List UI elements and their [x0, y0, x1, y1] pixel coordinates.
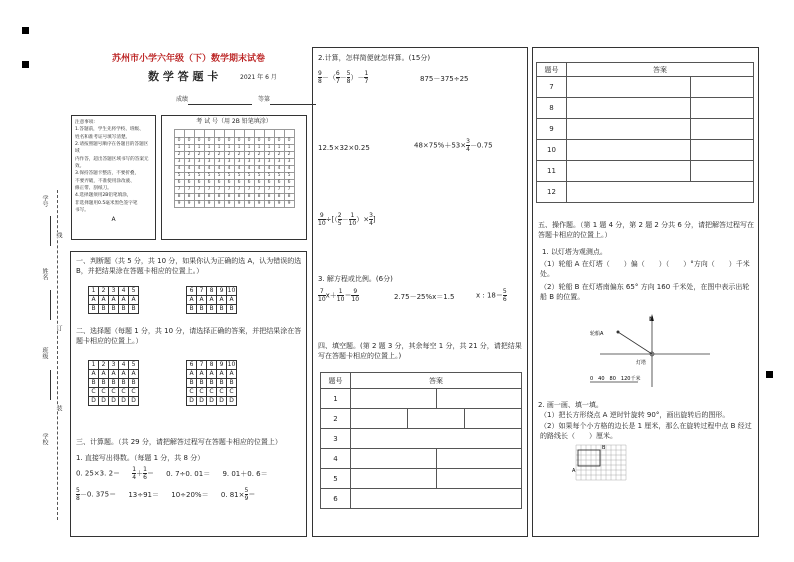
sample-mark: A	[111, 216, 116, 224]
answer-bubble[interactable]: D	[119, 397, 129, 406]
school-title: 苏州市小学六年级（下）数学期末试卷	[112, 54, 266, 64]
answer-bubble[interactable]: B	[207, 379, 217, 388]
exam-digit-cell[interactable]: 3	[244, 159, 254, 166]
exam-digit-cell[interactable]: 7	[234, 187, 244, 194]
section1-title: 一、判断题（共 5 分，共 10 分，如果你认为正确的选 A，认为错误的选 B，并把结果涂在答题卡相应的位置上。）	[76, 257, 302, 276]
exam-digit-cell[interactable]: 6	[254, 180, 264, 187]
equation-1: $\frac{7}{10}$ x＋ $\frac{1}{10}$ ＝ $\frac{9}{10}$	[318, 288, 360, 303]
question-number: 5	[129, 361, 139, 370]
op1-title: 1. 以灯塔为观测点。	[542, 248, 607, 256]
exam-digit-cell[interactable]: 7	[284, 187, 294, 194]
exam-digit-cell[interactable]: 6	[264, 180, 274, 187]
answer-row[interactable]	[537, 140, 754, 161]
answer-bubble[interactable]: D	[89, 397, 99, 406]
exam-digit-cell[interactable]: 1	[244, 145, 254, 152]
exam-digit-cell[interactable]: 4	[184, 166, 194, 173]
col-header-no: 题号	[321, 373, 351, 389]
ship-a-label: 轮船A	[590, 331, 604, 337]
answer-bubble[interactable]: C	[217, 388, 227, 397]
registration-mark	[22, 27, 29, 34]
answer-bubble[interactable]: B	[99, 305, 109, 314]
exam-digit-cell[interactable]: 6	[234, 180, 244, 187]
answer-bubble[interactable]: C	[187, 388, 197, 397]
exam-digit-cell[interactable]: 4	[204, 166, 214, 173]
answer-row[interactable]	[537, 98, 754, 119]
exam-digit-cell[interactable]: 2	[264, 152, 274, 159]
binding-char: 装	[55, 405, 62, 411]
question-number: 9	[217, 361, 227, 370]
answer-bubble[interactable]: A	[109, 370, 119, 379]
exam-digit-cell[interactable]: 7	[254, 187, 264, 194]
exam-digit-cell[interactable]: 9	[204, 201, 214, 208]
exam-digit-cell[interactable]: 0	[274, 138, 284, 145]
answer-bubble[interactable]: A	[119, 370, 129, 379]
exam-digit-cell[interactable]: 9	[264, 201, 274, 208]
exam-digit-cell[interactable]: 3	[234, 159, 244, 166]
exam-digit-cell[interactable]: 0	[264, 138, 274, 145]
exam-digit-cell[interactable]: 2	[244, 152, 254, 159]
question-number: 8	[207, 361, 217, 370]
exam-digit-cell[interactable]: 9	[284, 201, 294, 208]
exam-digit-cell[interactable]: 3	[284, 159, 294, 166]
row-number: 4	[321, 449, 351, 469]
exam-digit-cell[interactable]: 8	[194, 194, 204, 201]
exam-digit-cell[interactable]: 2	[214, 152, 224, 159]
question-number: 1	[89, 287, 99, 296]
exam-digit-cell[interactable]: 0	[284, 138, 294, 145]
exam-digit-cell[interactable]: 7	[174, 187, 184, 194]
exam-digit-cell[interactable]: 8	[274, 194, 284, 201]
exam-digit-cell[interactable]: 8	[254, 194, 264, 201]
exam-digit-cell[interactable]: 4	[224, 166, 234, 173]
answer-bubble[interactable]: B	[187, 379, 197, 388]
answer-bubble[interactable]: B	[119, 379, 129, 388]
question-number: 5	[129, 287, 139, 296]
judge-grid-left[interactable]	[88, 286, 139, 314]
exam-digit-cell[interactable]: 4	[254, 166, 264, 173]
question-number: 4	[119, 287, 129, 296]
exam-digit-cell[interactable]: 7	[224, 187, 234, 194]
exam-digit-cell[interactable]: 2	[234, 152, 244, 159]
choice-grid-right[interactable]	[186, 360, 237, 406]
exam-digit-cell[interactable]: 0	[194, 138, 204, 145]
exam-digit-cell[interactable]: 8	[204, 194, 214, 201]
question-number: 10	[227, 287, 236, 294]
answer-bubble[interactable]: B	[217, 305, 227, 314]
choice-grid-left[interactable]	[88, 360, 139, 406]
exam-digit-cell[interactable]: 6	[174, 180, 184, 187]
question-number: 7	[197, 287, 207, 296]
exam-digit-cell[interactable]: 1	[264, 145, 274, 152]
answer-bubble[interactable]: A	[197, 296, 207, 305]
exam-digit-cell[interactable]: 3	[194, 159, 204, 166]
binding-char: 线	[55, 232, 62, 238]
exam-digit-cell[interactable]: 5	[204, 173, 214, 180]
exam-digit-cell[interactable]: 0	[224, 138, 234, 145]
question-number: 9	[217, 287, 227, 296]
exam-digit-cell[interactable]: 9	[174, 201, 184, 208]
row-number: 5	[321, 469, 351, 489]
answer-bubble[interactable]: A	[207, 296, 217, 305]
question-number: 6	[187, 287, 197, 296]
answer-bubble[interactable]: C	[197, 388, 207, 397]
answer-bubble[interactable]: B	[109, 379, 119, 388]
section3-sub1: 1. 直接写出得数。（每题 1 分，共 8 分）	[76, 454, 205, 462]
row-number: 1	[321, 389, 351, 409]
answer-row[interactable]	[321, 449, 522, 469]
fill-answer-table[interactable]	[320, 372, 522, 509]
answer-bubble[interactable]: D	[129, 397, 139, 406]
row-number: 3	[321, 429, 351, 449]
row-number: 2	[321, 409, 351, 429]
exam-digit-cell[interactable]: 3	[214, 159, 224, 166]
exam-digit-cell[interactable]: 9	[274, 201, 284, 208]
answer-bubble[interactable]: D	[99, 397, 109, 406]
answer-bubble[interactable]: A	[99, 296, 109, 305]
answer-bubble[interactable]: D	[227, 397, 237, 406]
exam-digit-cell[interactable]: 6	[244, 180, 254, 187]
col-header-no: 题号	[537, 63, 567, 77]
exam-digit-cell[interactable]: 5	[284, 173, 294, 180]
row-number: 7	[537, 77, 567, 98]
exam-digit-cell[interactable]: 5	[244, 173, 254, 180]
exam-digit-cell[interactable]: 7	[244, 187, 254, 194]
exam-digit-cell[interactable]: 0	[234, 138, 244, 145]
rotation-grid[interactable]	[570, 441, 632, 483]
answer-row[interactable]	[321, 429, 522, 449]
lighthouse-diagram[interactable]	[580, 312, 720, 392]
answer-bubble[interactable]: C	[99, 388, 109, 397]
answer-row[interactable]	[537, 77, 754, 98]
calc2-expr-2: 875－375÷25	[420, 75, 469, 83]
exam-digit-cell[interactable]: 2	[194, 152, 204, 159]
exam-digit-cell[interactable]: 7	[194, 187, 204, 194]
calc-row-2: $\frac{5}{8}$ －0. 375＝ 13÷91＝ 10÷20%＝ 0. 81× $\frac{5}{9}$ ＝	[76, 487, 256, 502]
op2-q1: （1）把长方形绕点 A 逆时针旋转 90°，画出旋转后的图形。	[540, 411, 730, 419]
exam-digit-cell[interactable]: 4	[264, 166, 274, 173]
exam-digit-cell[interactable]: 3	[174, 159, 184, 166]
exam-digit-cell[interactable]: 8	[214, 194, 224, 201]
registration-mark	[766, 371, 773, 378]
exam-digit-cell[interactable]: 9	[244, 201, 254, 208]
section4-title: 四、填空题。(第 2 题 3 分，其余每空 1 分，共 21 分，请把结果写在答题卡相应的位置上。)	[318, 342, 522, 361]
exam-digit-cell[interactable]: 1	[254, 145, 264, 152]
exam-digit-cell[interactable]: 9	[194, 201, 204, 208]
op2-title: 2. 画一画、填一填。	[538, 401, 603, 409]
school-label: 学校	[41, 433, 48, 445]
exam-digit-cell[interactable]: 5	[264, 173, 274, 180]
exam-digit-cell[interactable]: 1	[234, 145, 244, 152]
exam-digit-cell[interactable]: 3	[254, 159, 264, 166]
frac-5-9: $\frac{5}{9}$	[244, 487, 249, 502]
question-number: 2	[99, 287, 109, 296]
exam-digit-cell[interactable]: 1	[184, 145, 194, 152]
question-number: 10	[227, 361, 236, 368]
row-number: 12	[537, 182, 567, 203]
answer-bubble[interactable]: A	[217, 296, 227, 305]
exam-digit-cell[interactable]: 7	[214, 187, 224, 194]
answer-bubble[interactable]: B	[197, 379, 207, 388]
exam-digit-cell[interactable]: 2	[204, 152, 214, 159]
answer-bubble[interactable]: B	[207, 305, 217, 314]
date: 2021 年 6 月	[240, 74, 277, 81]
answer-bubble[interactable]: A	[217, 370, 227, 379]
binding-line	[57, 190, 58, 520]
answer-row[interactable]	[537, 161, 754, 182]
op2-q2: （2）如果每个小方格的边长是 1 厘米，那么在旋转过程中点 B 经过的路线长（ ）厘米。	[540, 422, 752, 441]
answer-bubble[interactable]: A	[129, 296, 139, 305]
answer-bubble[interactable]: B	[187, 305, 197, 314]
calc-row-1: 0. 25×3. 2＝ $\frac{1}{4}$ ＋ $\frac{1}{6}$ ＝ 0. 7÷0. 01＝ 9. 01＋0. 6＝	[76, 466, 268, 481]
calc2-title: 2.计算，怎样简便就怎样算。(15分)	[318, 54, 431, 62]
col-header-answer: 答案	[351, 373, 522, 389]
exam-digit-cell[interactable]: 2	[284, 152, 294, 159]
exam-digit-cell[interactable]: 5	[214, 173, 224, 180]
class-label: 班级	[41, 347, 48, 359]
exam-digit-cell[interactable]: 3	[204, 159, 214, 166]
exam-digit-cell[interactable]: 0	[184, 138, 194, 145]
exam-digit-cell[interactable]: 9	[214, 201, 224, 208]
exam-no-grid[interactable]	[174, 129, 295, 208]
section5-title: 五、操作题。（第 1 题 4 分，第 2 题 2 分共 6 分，请把解答过程写在答题卡相应的位置上。）	[538, 221, 755, 240]
op1-q1: （1）轮船 A 在灯塔（ ）偏（ ）（ ）°方向（ ）千米处。	[540, 260, 750, 279]
row-number: 9	[537, 119, 567, 140]
exam-digit-cell[interactable]: 2	[254, 152, 264, 159]
calc2-expr-5: $\frac{9}{10}$ ÷[（ $\frac{2}{5}$ － $\frac{1}{10}$ ）× $\frac{3}{4}$ ]	[318, 212, 376, 227]
exam-digit-cell[interactable]: 4	[284, 166, 294, 173]
equation-3: x : 18＝ $\frac{5}{6}$	[476, 288, 507, 303]
row-number: 10	[537, 140, 567, 161]
frac-1-4: $\frac{1}{4}$	[132, 466, 137, 481]
exam-digit-cell[interactable]: 6	[194, 180, 204, 187]
exam-digit-cell[interactable]: 0	[214, 138, 224, 145]
exam-digit-cell[interactable]: 6	[184, 180, 194, 187]
north-label: N	[649, 316, 654, 323]
exam-digit-cell[interactable]: 0	[174, 138, 184, 145]
calc2-expr-3: 12.5×32×0.25	[318, 144, 370, 152]
answer-row[interactable]	[537, 182, 754, 203]
answer-bubble[interactable]: A	[89, 296, 99, 305]
point-a-label: A	[572, 468, 576, 474]
exam-digit-cell[interactable]: 0	[204, 138, 214, 145]
exam-digit-cell[interactable]: 7	[204, 187, 214, 194]
exam-digit-cell[interactable]: 5	[174, 173, 184, 180]
row-number: 8	[537, 98, 567, 119]
answer-bubble[interactable]: B	[99, 379, 109, 388]
exam-digit-cell[interactable]: 4	[194, 166, 204, 173]
question-number: 8	[207, 287, 217, 296]
answer-bubble[interactable]: D	[187, 397, 197, 406]
exam-digit-cell[interactable]: 3	[184, 159, 194, 166]
answer-bubble[interactable]: B	[197, 305, 207, 314]
exam-digit-cell[interactable]: 9	[234, 201, 244, 208]
equation-2: 2.75－25%x＝1.5	[394, 293, 455, 301]
answer-bubble[interactable]: A	[227, 296, 237, 305]
answer-bubble[interactable]: D	[197, 397, 207, 406]
question-number: 3	[109, 287, 119, 296]
exam-no-box	[161, 115, 307, 240]
exam-digit-cell[interactable]: 7	[274, 187, 284, 194]
exam-digit-cell[interactable]: 5	[234, 173, 244, 180]
exam-digit-cell[interactable]: 0	[254, 138, 264, 145]
answer-row[interactable]	[321, 489, 522, 509]
answer-bubble[interactable]: B	[89, 379, 99, 388]
exam-digit-cell[interactable]: 4	[214, 166, 224, 173]
exam-digit-cell[interactable]: 6	[204, 180, 214, 187]
answer-bubble[interactable]: A	[197, 370, 207, 379]
answer-bubble[interactable]: A	[227, 370, 237, 379]
answer-bubble[interactable]: B	[129, 379, 139, 388]
exam-digit-cell[interactable]: 6	[274, 180, 284, 187]
exam-digit-cell[interactable]: 2	[274, 152, 284, 159]
answer-bubble[interactable]: C	[89, 388, 99, 397]
exam-digit-cell[interactable]: 8	[184, 194, 194, 201]
exam-digit-cell[interactable]: 3	[274, 159, 284, 166]
answer-row[interactable]	[321, 469, 522, 489]
exam-digit-cell[interactable]: 8	[244, 194, 254, 201]
frac-5-8: $\frac{5}{8}$	[76, 487, 80, 502]
exam-digit-cell[interactable]: 4	[244, 166, 254, 173]
answer-bubble[interactable]: B	[109, 305, 119, 314]
exam-digit-cell[interactable]: 9	[184, 201, 194, 208]
lighthouse-label: 灯塔	[636, 360, 647, 366]
answer-bubble[interactable]: C	[207, 388, 217, 397]
exam-digit-cell[interactable]: 3	[224, 159, 234, 166]
calc2-expr-4: 48×75%＋53× $\frac{3}{4}$ －0.75	[414, 138, 493, 153]
exam-digit-cell[interactable]: 5	[274, 173, 284, 180]
scale-label: 0 40 80 120千米	[590, 376, 641, 382]
exam-digit-cell[interactable]: 8	[174, 194, 184, 201]
row-number: 6	[321, 489, 351, 509]
exam-digit-cell[interactable]: 8	[234, 194, 244, 201]
answer-row[interactable]	[321, 389, 522, 409]
answer-bubble[interactable]: A	[109, 296, 119, 305]
registration-mark	[22, 61, 29, 68]
exam-digit-cell[interactable]: 9	[224, 201, 234, 208]
answer-bubble[interactable]: B	[119, 305, 129, 314]
exam-digit-cell[interactable]: 8	[224, 194, 234, 201]
equation-title: 3. 解方程或比例。(6分)	[318, 275, 393, 283]
section2-title: 二、选择题（每题 1 分，共 10 分，请选择正确的答案，并把结果涂在答题卡相应的位置上。）	[76, 327, 302, 346]
exam-digit-cell[interactable]: 5	[184, 173, 194, 180]
exam-digit-cell[interactable]: 1	[194, 145, 204, 152]
answer-bubble[interactable]: A	[129, 370, 139, 379]
exam-digit-cell[interactable]: 1	[204, 145, 214, 152]
exam-digit-cell[interactable]: 6	[284, 180, 294, 187]
exam-digit-cell[interactable]: 1	[174, 145, 184, 152]
exam-digit-cell[interactable]: 7	[184, 187, 194, 194]
notes-box: 注意事项: 1.答题前，学生先将学校、班级、 姓名和准考证号填写清楚。 2.请按照题号顺序在各题目的答题区域 内作答，超出答题区域书写的答案无效。 3.保持答题卡整洁，不要折叠， 不要弄破，不准使用涂改液、 修正带、刮纸刀。 4.选择题须用2B铅笔填涂， 非选择题用0.5毫米黑色签字笔 书写。 A	[71, 115, 156, 240]
question-number: 7	[197, 361, 207, 370]
calc2-expr-1: $\frac{9}{8}$ －（ $\frac{6}{7}$ － $\frac{5}{8}$ ）－ $\frac{1}{7}$	[318, 70, 369, 85]
exam-digit-cell[interactable]: 4	[274, 166, 284, 173]
section3-title: 三、计算题。（共 29 分，请把解答过程写在答题卡相应的位置上）	[76, 438, 282, 446]
exam-digit-cell[interactable]: 9	[254, 201, 264, 208]
answer-bubble[interactable]: B	[227, 379, 237, 388]
exam-digit-cell[interactable]: 1	[274, 145, 284, 152]
col-header-answer: 答案	[567, 63, 754, 77]
question-number: 1	[89, 361, 99, 370]
exam-digit-cell[interactable]: 4	[174, 166, 184, 173]
answer-bubble[interactable]: B	[89, 305, 99, 314]
judge-grid-right[interactable]	[186, 286, 237, 314]
card-title: 数 学 答 题 卡	[148, 70, 219, 83]
exam-digit-cell[interactable]: 2	[174, 152, 184, 159]
answer-bubble[interactable]: C	[129, 388, 139, 397]
answer-bubble[interactable]: C	[119, 388, 129, 397]
exam-digit-cell[interactable]: 2	[224, 152, 234, 159]
answer-bubble[interactable]: B	[217, 379, 227, 388]
question-number: 3	[109, 361, 119, 370]
exam-digit-cell[interactable]: 7	[264, 187, 274, 194]
question-number: 4	[119, 361, 129, 370]
point-b-label: B	[602, 445, 606, 451]
exam-digit-cell[interactable]: 3	[264, 159, 274, 166]
question-number: 2	[99, 361, 109, 370]
answer-bubble[interactable]: C	[227, 388, 237, 397]
answer-bubble[interactable]: D	[217, 397, 227, 406]
name-label: 姓名	[41, 268, 48, 280]
student-no-label: 学号	[41, 195, 48, 207]
score-field[interactable]: 成绩	[176, 96, 252, 105]
answer-bubble[interactable]: A	[119, 296, 129, 305]
exam-digit-cell[interactable]: 1	[224, 145, 234, 152]
answer-row[interactable]	[537, 119, 754, 140]
answer-bubble[interactable]: D	[109, 397, 119, 406]
row-number: 11	[537, 161, 567, 182]
exam-digit-cell[interactable]: 0	[244, 138, 254, 145]
exam-digit-cell[interactable]: 1	[214, 145, 224, 152]
rectangle-shape	[578, 450, 600, 466]
exam-digit-cell[interactable]: 5	[254, 173, 264, 180]
answer-bubble[interactable]: A	[99, 370, 109, 379]
op1-q2: （2）轮船 B 在灯塔南偏东 65° 方向 160 千米处，在图中表示出轮船 B 的位置。	[540, 283, 750, 302]
exam-digit-cell[interactable]: 1	[284, 145, 294, 152]
answer-bubble[interactable]: D	[207, 397, 217, 406]
fill-answer-table-2[interactable]	[536, 62, 754, 203]
exam-digit-cell[interactable]: 5	[194, 173, 204, 180]
frac-1-6: $\frac{1}{6}$	[143, 466, 147, 481]
answer-bubble[interactable]: A	[89, 370, 99, 379]
exam-digit-cell[interactable]: 8	[264, 194, 274, 201]
exam-digit-cell[interactable]: 5	[224, 173, 234, 180]
answer-bubble[interactable]: A	[187, 370, 197, 379]
answer-row[interactable]	[321, 409, 522, 429]
question-number: 6	[187, 361, 197, 370]
exam-no-title: 考 试 号（用 2B 铅笔填涂）	[196, 118, 272, 125]
exam-digit-cell[interactable]: 4	[234, 166, 244, 173]
answer-bubble[interactable]: A	[187, 296, 197, 305]
answer-bubble[interactable]: B	[227, 305, 237, 314]
exam-digit-cell[interactable]: 8	[284, 194, 294, 201]
grade-field[interactable]: 等第	[258, 96, 316, 105]
exam-digit-cell[interactable]: 2	[184, 152, 194, 159]
exam-digit-cell[interactable]: 6	[214, 180, 224, 187]
answer-bubble[interactable]: B	[129, 305, 139, 314]
answer-bubble[interactable]: A	[207, 370, 217, 379]
exam-digit-cell[interactable]: 6	[224, 180, 234, 187]
binding-char: 订	[55, 325, 62, 331]
answer-bubble[interactable]: C	[109, 388, 119, 397]
